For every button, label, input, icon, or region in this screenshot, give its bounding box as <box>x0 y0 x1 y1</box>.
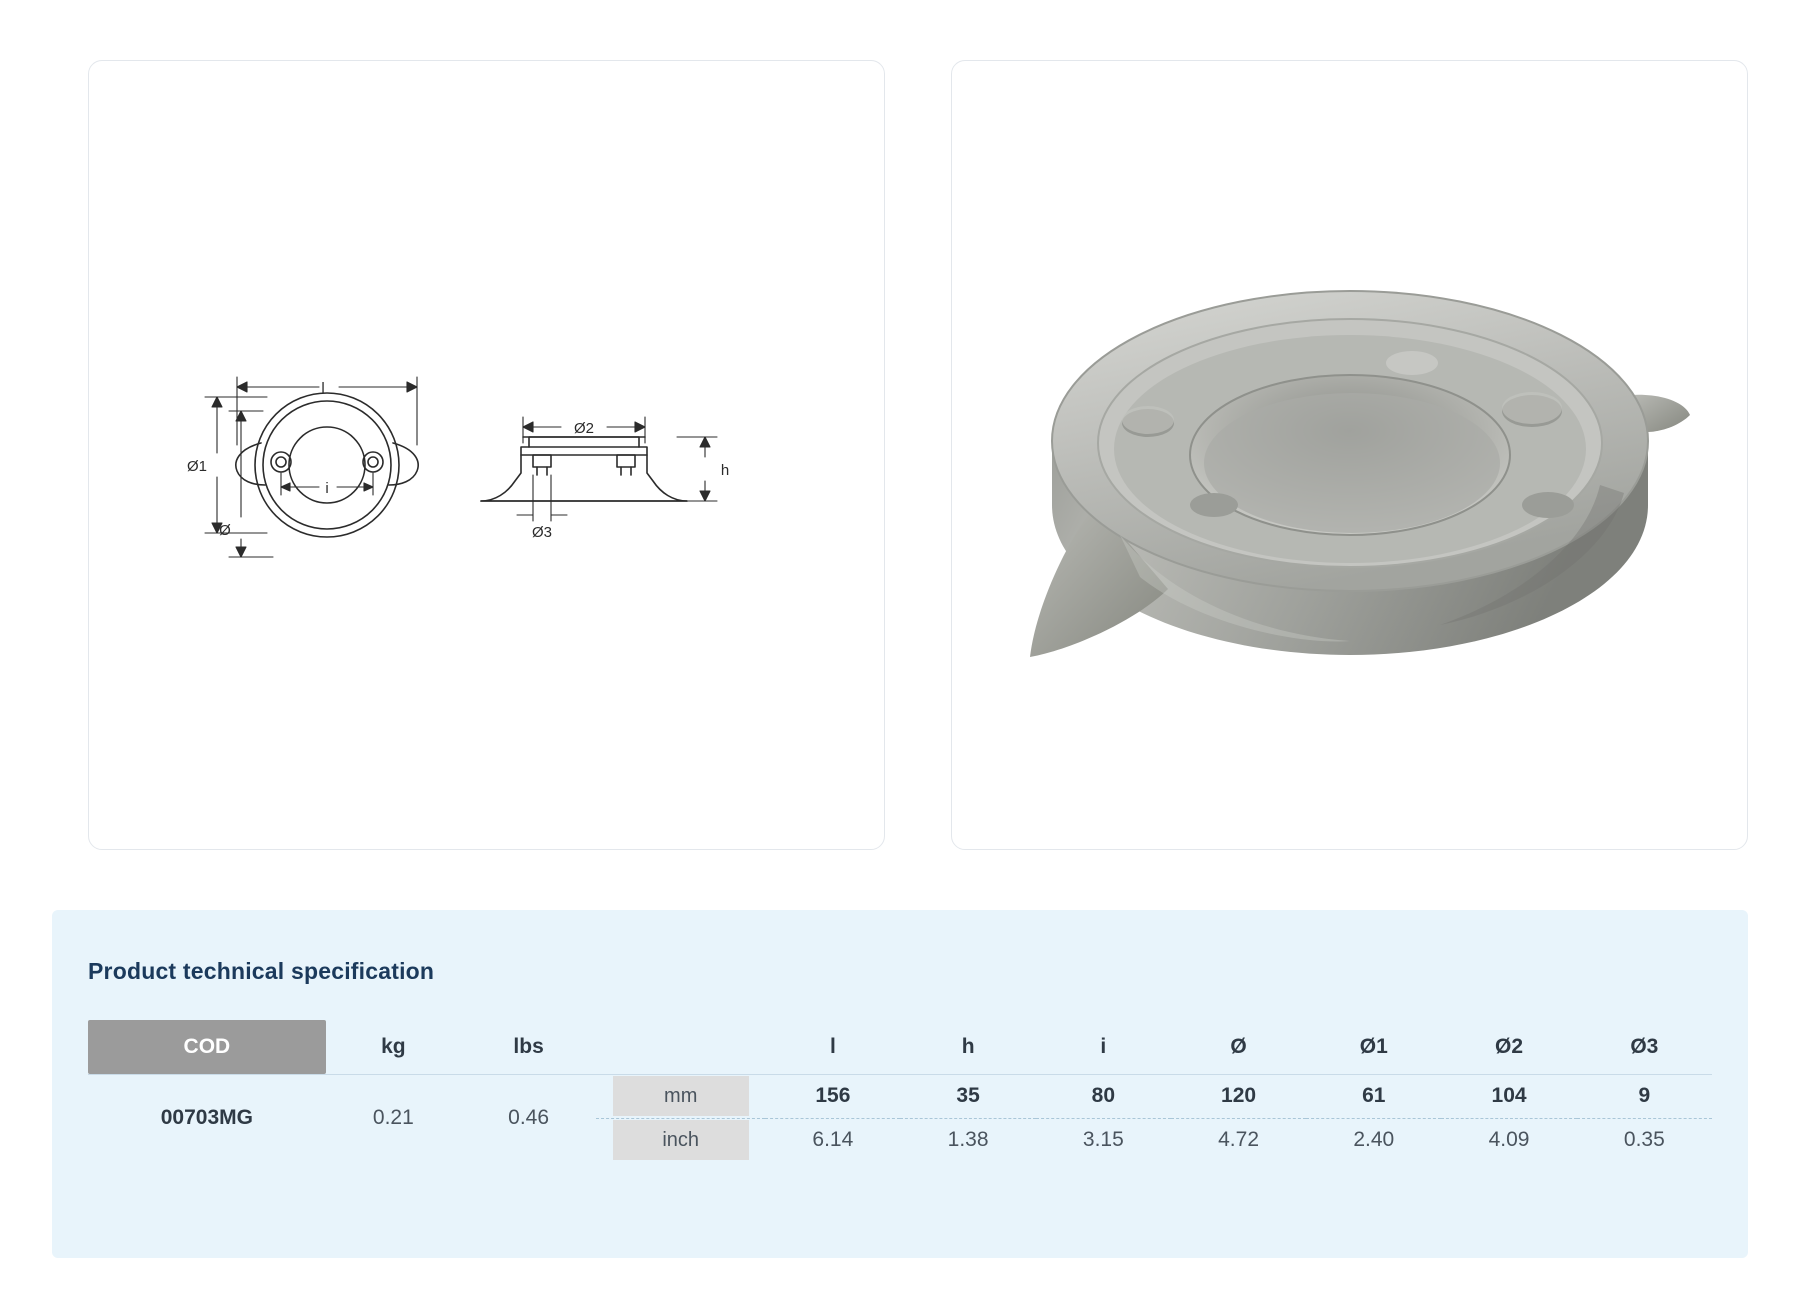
product-image-cards <box>88 60 1748 850</box>
spec-table-header-row <box>88 1020 1712 1074</box>
cell-diameter3-inch: 0.35 <box>1623 1128 1665 1152</box>
cell-l-mm: 156 <box>765 1074 900 1118</box>
cell-unit-mm <box>596 1074 765 1118</box>
anode-hole-lower-right <box>1522 492 1574 518</box>
col-header-h: h <box>900 1020 1035 1074</box>
unit-label-inch: inch <box>613 1120 749 1160</box>
col-header-kg: kg <box>326 1020 461 1074</box>
cell-diameter1-mm: 61 <box>1306 1074 1441 1118</box>
cell-kg: 0.21 <box>372 1106 414 1130</box>
product-spec-panel <box>52 910 1748 1258</box>
dim-label-i: i <box>324 480 329 497</box>
cell-l-inch: 6.14 <box>812 1128 854 1152</box>
col-header-diameter3: Ø3 <box>1577 1020 1712 1074</box>
col-header-diameter: Ø <box>1171 1020 1306 1074</box>
cell-diameter2-inch: 4.09 <box>1488 1128 1530 1152</box>
cell-i-mm: 80 <box>1036 1074 1171 1118</box>
cell-lbs: 0.46 <box>508 1106 550 1130</box>
spec-table <box>88 1020 1712 1162</box>
table-row-mm <box>88 1074 1712 1118</box>
spec-title: Product technical specification <box>88 958 435 984</box>
anode-hole-lower-left <box>1190 493 1238 517</box>
col-header-lbs: lbs <box>461 1020 596 1074</box>
product-photo-card[interactable] <box>951 60 1748 850</box>
anode-mark-top <box>1386 351 1438 375</box>
col-header-diameter1: Ø1 <box>1306 1020 1441 1074</box>
technical-drawing <box>89 61 884 849</box>
cell-diameter2-mm: 104 <box>1441 1074 1576 1118</box>
product-photo <box>952 61 1747 849</box>
cell-i-inch: 3.15 <box>1082 1128 1124 1152</box>
dim-label-d2: Ø2 <box>573 420 594 437</box>
col-header-diameter2: Ø2 <box>1441 1020 1576 1074</box>
cell-diameter-mm: 120 <box>1171 1074 1306 1118</box>
dim-label-d1: Ø1 <box>186 458 207 475</box>
technical-drawing-card[interactable] <box>88 60 885 850</box>
col-header-cod: COD <box>88 1020 326 1074</box>
unit-label-mm: mm <box>613 1076 749 1116</box>
col-header-l: l <box>765 1020 900 1074</box>
cell-diameter3-mm: 9 <box>1577 1074 1712 1118</box>
cell-diameter1-inch: 2.40 <box>1353 1128 1395 1152</box>
cell-h-mm: 35 <box>900 1074 1035 1118</box>
dim-label-d: Ø <box>218 522 231 539</box>
cell-cod: 00703MG <box>160 1106 253 1130</box>
cell-diameter-inch: 4.72 <box>1218 1128 1259 1152</box>
cell-h-inch: 1.38 <box>947 1128 989 1152</box>
dim-label-h: h <box>720 462 729 479</box>
dim-label-l: l <box>320 380 325 397</box>
cell-unit-inch <box>596 1118 765 1162</box>
dim-label-d3: Ø3 <box>531 524 552 541</box>
col-header-i: i <box>1036 1020 1171 1074</box>
anode-photo-svg <box>1000 205 1700 705</box>
col-header-unit <box>596 1020 765 1074</box>
drawing-svg <box>177 325 797 585</box>
